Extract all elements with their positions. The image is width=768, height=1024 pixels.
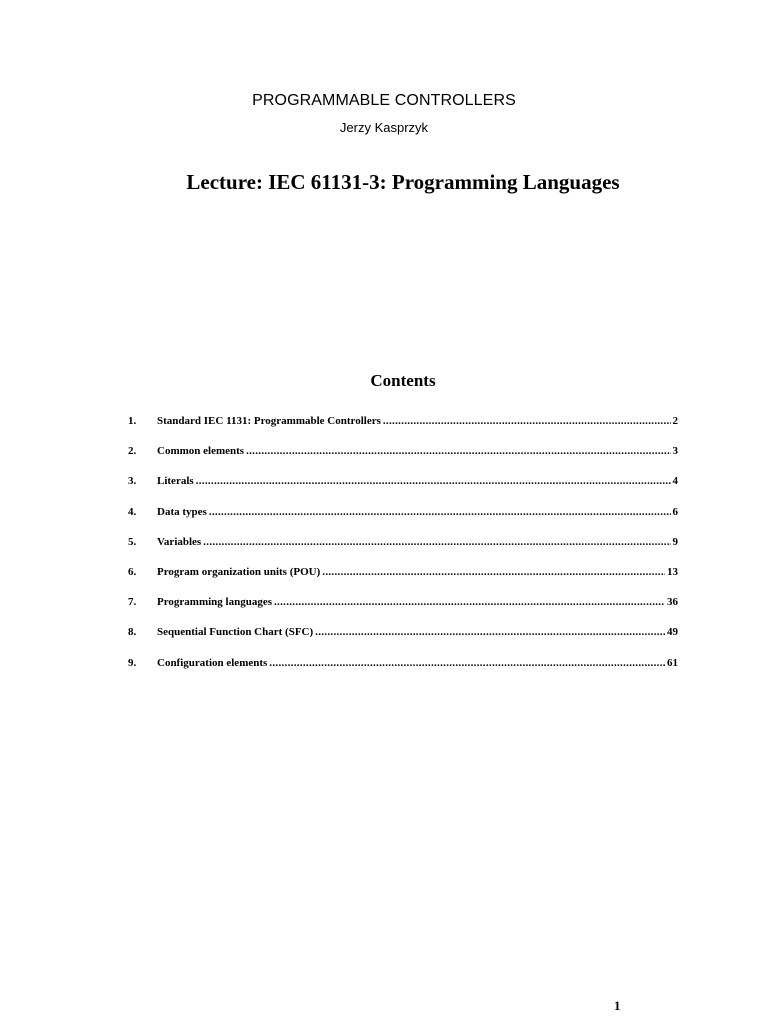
toc-entry-page: 3 — [672, 445, 678, 458]
course-title: PROGRAMMABLE CONTROLLERS — [252, 92, 516, 109]
toc-leader-dots — [322, 566, 665, 578]
toc-entry-page: 49 — [667, 626, 678, 639]
toc-entry-number: 6. — [128, 565, 137, 578]
toc-entry-page: 9 — [672, 535, 678, 548]
toc-entry-title: Standard IEC 1131: Programmable Controllers — [157, 415, 381, 427]
toc-entry-number: 5. — [128, 535, 137, 548]
contents-heading: Contents — [370, 371, 436, 390]
toc-entry-4[interactable] — [128, 506, 678, 536]
toc-entry-9[interactable] — [128, 657, 678, 687]
toc-leader-dots — [203, 536, 670, 548]
toc-entry-title: Sequential Function Chart (SFC) — [157, 626, 314, 639]
toc-entry-1[interactable] — [128, 415, 678, 445]
toc-entry-title: Program organization units (POU) — [157, 565, 321, 578]
toc-entry-5[interactable] — [128, 536, 678, 566]
author-name: Jerzy Kasprzyk — [339, 120, 429, 135]
toc-entry-title: Configuration elements — [157, 656, 268, 669]
toc-leader-dots — [274, 596, 665, 608]
toc-entry-number: 4. — [128, 505, 137, 518]
toc-leader-dots — [269, 657, 665, 669]
toc-entry-page: 13 — [667, 565, 678, 578]
toc-leader-dots — [315, 626, 665, 638]
toc-entry-3[interactable] — [128, 475, 678, 505]
toc-entry-number: 7. — [128, 596, 137, 609]
toc-leader-dots — [246, 445, 670, 457]
toc-entry-page: 6 — [672, 505, 678, 518]
toc-entry-title: Literals — [157, 475, 194, 488]
toc-entry-page: 61 — [667, 656, 678, 669]
toc-leader-dots — [383, 415, 671, 427]
toc-entry-number: 9. — [128, 656, 137, 669]
toc-entry-page: 4 — [672, 475, 678, 488]
toc-entry-8[interactable] — [128, 626, 678, 656]
table-of-contents — [128, 415, 678, 687]
toc-leader-dots — [209, 506, 671, 518]
lecture-title: Lecture: IEC 61131-3: Programming Languages — [186, 170, 620, 194]
toc-entry-page: 36 — [667, 596, 678, 609]
toc-entry-title: Variables — [157, 535, 202, 548]
toc-entry-number: 8. — [128, 626, 137, 639]
toc-entry-6[interactable] — [128, 566, 678, 596]
toc-entry-page: 2 — [672, 415, 678, 427]
toc-entry-2[interactable] — [128, 445, 678, 475]
toc-entry-title: Common elements — [157, 445, 245, 458]
page-number: 1 — [614, 998, 621, 1013]
toc-entry-title: Programming languages — [157, 596, 272, 609]
toc-entry-number: 1. — [128, 415, 137, 427]
toc-entry-number: 3. — [128, 475, 137, 488]
toc-entry-7[interactable] — [128, 596, 678, 626]
toc-entry-number: 2. — [128, 445, 137, 458]
toc-entry-title: Data types — [157, 505, 207, 518]
toc-leader-dots — [196, 475, 671, 487]
